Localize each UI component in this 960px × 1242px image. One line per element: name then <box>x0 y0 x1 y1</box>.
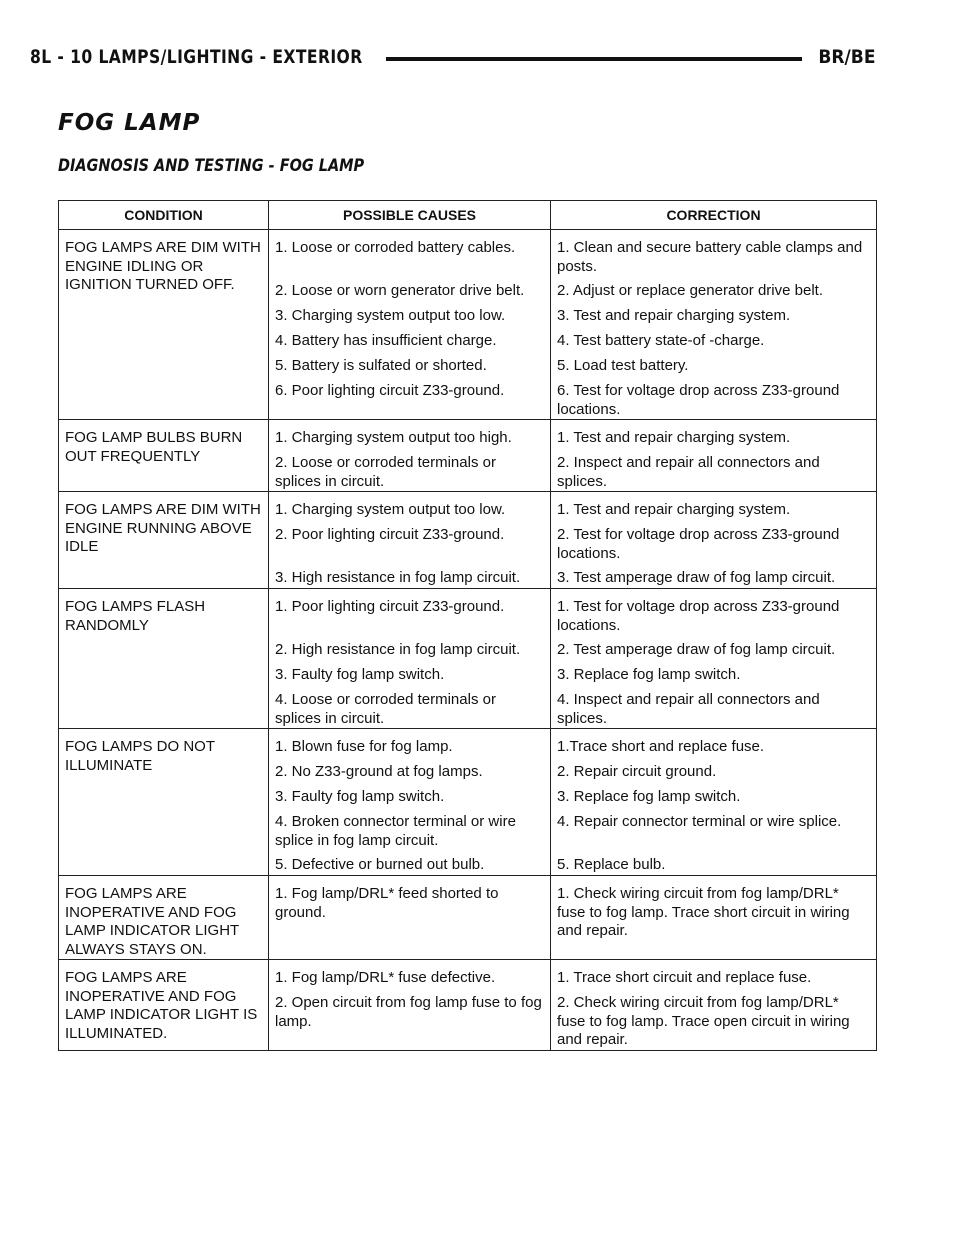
cause-item: 2. No Z33-ground at fog lamps. <box>275 763 483 780</box>
header-model-label: BR/BE <box>818 46 876 68</box>
condition-cell <box>59 420 269 492</box>
condition-text: FOG LAMPS ARE DIM WITH ENGINE RUNNING ABOVE IDLE <box>65 501 261 555</box>
table-header-row <box>59 201 877 230</box>
cause-item: 3. Faulty fog lamp switch. <box>275 666 445 683</box>
cause-item: 2. Loose or worn generator drive belt. <box>275 282 525 299</box>
correction-cell <box>551 729 877 876</box>
correction-item: 3. Test amperage draw of fog lamp circuit. <box>557 569 836 586</box>
cause-item: 5. Defective or burned out bulb. <box>275 856 485 873</box>
condition-text: FOG LAMPS ARE INOPERATIVE AND FOG LAMP INDICATOR LIGHT IS ILLUMINATED. <box>65 969 258 1042</box>
cause-item: 1. Charging system output too high. <box>275 429 512 446</box>
correction-item: 6. Test for voltage drop across Z33-ground locations. <box>557 382 840 418</box>
correction-cell <box>551 876 877 960</box>
table-row <box>59 492 877 589</box>
correction-cell <box>551 230 877 420</box>
condition-cell <box>59 960 269 1051</box>
subsection-title: DIAGNOSIS AND TESTING - FOG LAMP <box>58 156 365 176</box>
correction-item: 2. Test amperage draw of fog lamp circuit. <box>557 641 836 658</box>
cause-item: 4. Broken connector terminal or wire splice in fog lamp circuit. <box>275 813 516 849</box>
correction-item: 2. Check wiring circuit from fog lamp/DRL* fuse to fog lamp. Trace open circuit in wiring and repair. <box>557 994 850 1048</box>
correction-item: 1.Trace short and replace fuse. <box>557 738 765 755</box>
correction-item: 2. Test for voltage drop across Z33-ground locations. <box>557 526 840 562</box>
cause-item: 3. Charging system output too low. <box>275 307 506 324</box>
header-page-label: 8L - 10 LAMPS/LIGHTING - EXTERIOR <box>30 46 363 68</box>
correction-item: 1. Test and repair charging system. <box>557 429 791 446</box>
correction-item: 1. Test and repair charging system. <box>557 501 791 518</box>
diagnosis-table <box>58 200 877 1051</box>
cause-item: 1. Fog lamp/DRL* fuse defective. <box>275 969 496 986</box>
cause-item: 3. Faulty fog lamp switch. <box>275 788 445 805</box>
condition-cell <box>59 589 269 729</box>
page-header <box>30 46 876 72</box>
correction-item: 2. Repair circuit ground. <box>557 763 717 780</box>
cause-item: 2. Open circuit from fog lamp fuse to fog lamp. <box>275 994 542 1030</box>
column-header-causes: POSSIBLE CAUSES <box>269 201 551 230</box>
cause-item: 2. High resistance in fog lamp circuit. <box>275 641 521 658</box>
condition-text: FOG LAMPS FLASH RANDOMLY <box>65 598 206 634</box>
cause-item: 1. Blown fuse for fog lamp. <box>275 738 453 755</box>
cause-item: 3. High resistance in fog lamp circuit. <box>275 569 521 586</box>
table-row <box>59 230 877 420</box>
correction-item: 3. Replace fog lamp switch. <box>557 788 741 805</box>
correction-cell <box>551 960 877 1051</box>
cause-item: 1. Charging system output too low. <box>275 501 506 518</box>
condition-cell <box>59 876 269 960</box>
correction-item: 2. Inspect and repair all connectors and splices. <box>557 454 820 490</box>
correction-item: 2. Adjust or replace generator drive belt. <box>557 282 823 299</box>
causes-cell <box>269 492 551 589</box>
table-row <box>59 420 877 492</box>
correction-item: 1. Test for voltage drop across Z33-ground locations. <box>557 598 840 634</box>
causes-cell <box>269 420 551 492</box>
correction-item: 4. Test battery state-of -charge. <box>557 332 765 349</box>
table-row <box>59 729 877 876</box>
header-rule <box>386 57 802 61</box>
correction-item: 5. Replace bulb. <box>557 856 666 873</box>
condition-cell <box>59 729 269 876</box>
cause-item: 1. Fog lamp/DRL* feed shorted to ground. <box>275 885 499 921</box>
correction-item: 1. Check wiring circuit from fog lamp/DRL* fuse to fog lamp. Trace short circuit in wiring and repair. <box>557 885 850 939</box>
correction-item: 3. Test and repair charging system. <box>557 307 791 324</box>
column-header-correction: CORRECTION <box>551 201 877 230</box>
correction-item: 1. Trace short circuit and replace fuse. <box>557 969 812 986</box>
causes-cell <box>269 230 551 420</box>
correction-item: 1. Clean and secure battery cable clamps and posts. <box>557 239 863 275</box>
condition-cell <box>59 230 269 420</box>
correction-cell <box>551 492 877 589</box>
cause-item: 6. Poor lighting circuit Z33-ground. <box>275 382 505 399</box>
causes-cell <box>269 729 551 876</box>
condition-text: FOG LAMP BULBS BURN OUT FREQUENTLY <box>65 429 243 465</box>
correction-item: 5. Load test battery. <box>557 357 689 374</box>
correction-item: 3. Replace fog lamp switch. <box>557 666 741 683</box>
correction-cell <box>551 589 877 729</box>
cause-item: 4. Battery has insufficient charge. <box>275 332 497 349</box>
correction-item: 4. Repair connector terminal or wire splice. <box>557 813 842 830</box>
table-row <box>59 589 877 729</box>
cause-item: 1. Poor lighting circuit Z33-ground. <box>275 598 505 615</box>
condition-cell <box>59 492 269 589</box>
cause-item: 2. Poor lighting circuit Z33-ground. <box>275 526 505 543</box>
cause-item: 5. Battery is sulfated or shorted. <box>275 357 487 374</box>
correction-item: 4. Inspect and repair all connectors and splices. <box>557 691 820 727</box>
column-header-condition: CONDITION <box>59 201 269 230</box>
cause-item: 2. Loose or corroded terminals or splices in circuit. <box>275 454 496 490</box>
table-body <box>59 230 877 1051</box>
condition-text: FOG LAMPS DO NOT ILLUMINATE <box>65 738 215 774</box>
condition-text: FOG LAMPS ARE DIM WITH ENGINE IDLING OR IGNITION TURNED OFF. <box>65 239 261 293</box>
cause-item: 4. Loose or corroded terminals or splices in circuit. <box>275 691 496 727</box>
causes-cell <box>269 960 551 1051</box>
table-row <box>59 876 877 960</box>
causes-cell <box>269 589 551 729</box>
causes-cell <box>269 876 551 960</box>
section-title: FOG LAMP <box>58 110 201 136</box>
correction-cell <box>551 420 877 492</box>
cause-item: 1. Loose or corroded battery cables. <box>275 239 516 256</box>
condition-text: FOG LAMPS ARE INOPERATIVE AND FOG LAMP INDICATOR LIGHT ALWAYS STAYS ON. <box>65 885 239 958</box>
table-row <box>59 960 877 1051</box>
